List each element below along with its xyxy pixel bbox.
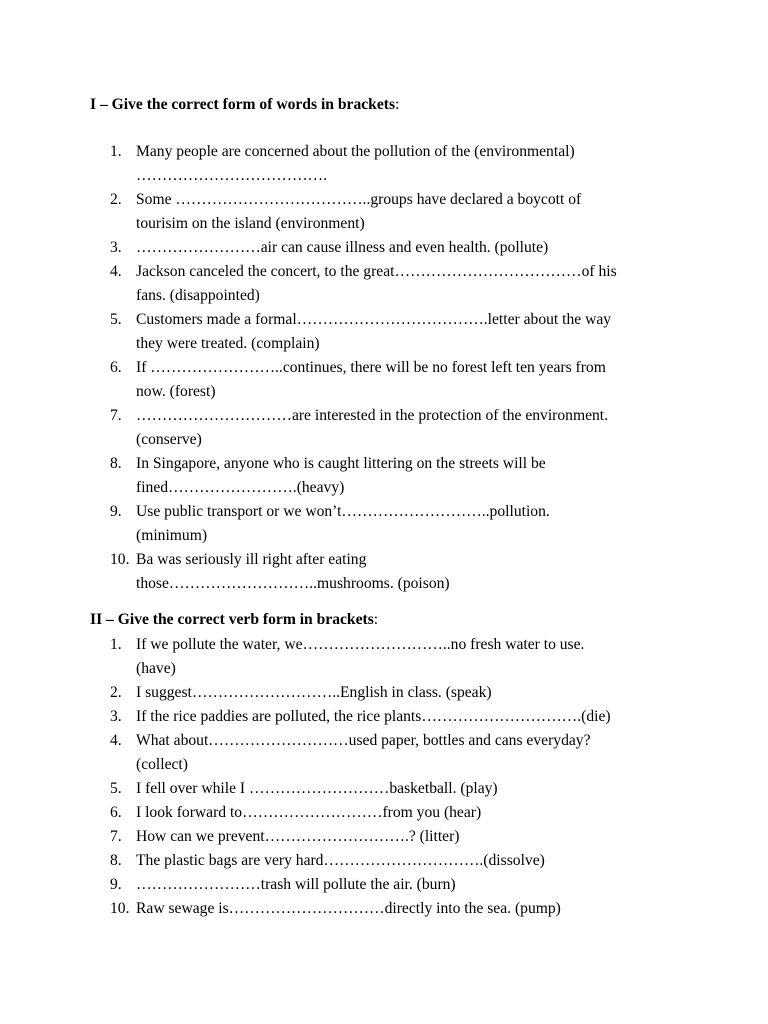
item-number: 1.: [110, 636, 122, 653]
exercise-item: [90, 873, 690, 897]
item-number: 4.: [110, 732, 122, 749]
item-text-line: (conserve): [136, 431, 202, 448]
section-heading-text: II – Give the correct verb form in brackets: [90, 611, 374, 628]
item-text-line: (minimum): [136, 527, 208, 544]
exercise-item: [90, 308, 690, 356]
exercise-item: [90, 236, 690, 260]
exercise-item: [90, 260, 690, 308]
item-text-line: I look forward to………………………from you (hear): [136, 804, 482, 821]
exercise-item: [90, 825, 690, 849]
exercise-item: [90, 897, 690, 921]
exercise-item: [90, 548, 690, 596]
item-text-line: I suggest………………………..English in class. (speak): [136, 684, 492, 701]
item-number: 7.: [110, 407, 122, 424]
item-number: 7.: [110, 828, 122, 845]
item-text-line: (have): [136, 660, 176, 677]
item-number: 4.: [110, 263, 122, 280]
section-heading-colon: :: [395, 96, 400, 113]
section-heading-colon: :: [373, 611, 379, 628]
item-number: 10.: [110, 551, 130, 568]
item-number: 6.: [110, 359, 122, 376]
item-text-line: The plastic bags are very hard………………………….(dissolve): [136, 852, 545, 869]
exercise-item: [90, 452, 690, 500]
item-text-line: Customers made a formal……………………………….letter about the way: [136, 311, 612, 328]
item-text-line: fans. (disappointed): [136, 287, 260, 304]
exercise-item: [90, 681, 690, 705]
section-verb-forms: [90, 609, 690, 921]
item-number: 3.: [110, 708, 122, 725]
exercise-item: [90, 801, 690, 825]
exercise-item: [90, 705, 690, 729]
item-number: 5.: [110, 311, 122, 328]
section-heading-text: I – Give the correct form of words in brackets: [90, 96, 396, 113]
item-text-line: now. (forest): [136, 383, 216, 400]
item-text-line: Jackson canceled the concert, to the great………………………………of his: [136, 263, 617, 280]
item-number: 1.: [110, 143, 122, 160]
item-text-line: ……………………………….: [136, 167, 328, 184]
item-text-line: Many people are concerned about the pollution of the (environmental): [136, 143, 575, 160]
item-text-line: If we pollute the water, we………………………..no fresh water to use.: [136, 636, 585, 653]
item-text-line: What about………………………used paper, bottles and cans everyday?: [136, 732, 591, 749]
item-text-line: Ba was seriously ill right after eating: [136, 551, 367, 568]
item-text-line: ……………………trash will pollute the air. (burn): [136, 876, 456, 893]
exercise-item: [90, 356, 690, 404]
item-text-line: Some ………………………………..groups have declared a boycott of: [136, 191, 582, 208]
item-text-line: Raw sewage is…………………………directly into the sea. (pump): [136, 900, 561, 917]
item-text-line: (collect): [136, 756, 188, 773]
item-number: 10.: [110, 900, 130, 917]
exercise-item: [90, 777, 690, 801]
item-number: 8.: [110, 455, 122, 472]
exercise-item: [90, 729, 690, 777]
item-text-line: fined…………………….(heavy): [136, 479, 345, 496]
item-number: 8.: [110, 852, 122, 869]
exercise-item: [90, 500, 690, 548]
item-text-line: they were treated. (complain): [136, 335, 320, 352]
exercise-item: [90, 140, 690, 188]
item-number: 3.: [110, 239, 122, 256]
section-word-forms: [90, 94, 690, 596]
item-text-line: I fell over while I ………………………basketball. (play): [136, 780, 498, 797]
item-number: 5.: [110, 780, 122, 797]
item-text-line: If ……………………..continues, there will be no forest left ten years from: [136, 359, 606, 376]
item-text-line: How can we prevent……………………….? (litter): [136, 828, 460, 845]
exercise-item: [90, 633, 690, 681]
item-text-line: ……………………air can cause illness and even health. (pollute): [136, 239, 549, 256]
exercise-item: [90, 188, 690, 236]
exercise-item: [90, 849, 690, 873]
exercise-item: [90, 404, 690, 452]
section-heading: [90, 94, 690, 116]
item-text-line: …………………………are interested in the protection of the environment.: [136, 407, 609, 424]
item-number: 2.: [110, 684, 122, 701]
exercise-list: [90, 633, 690, 921]
item-text-line: If the rice paddies are polluted, the rice plants………………………….(die): [136, 708, 611, 725]
item-number: 6.: [110, 804, 122, 821]
item-text-line: tourisim on the island (environment): [136, 215, 365, 232]
item-text-line: In Singapore, anyone who is caught littering on the streets will be: [136, 455, 546, 472]
item-text-line: those………………………..mushrooms. (poison): [136, 575, 450, 592]
exercise-list: [90, 140, 690, 596]
item-number: 9.: [110, 503, 122, 520]
item-number: 9.: [110, 876, 122, 893]
item-number: 2.: [110, 191, 122, 208]
section-heading: [90, 609, 690, 631]
item-text-line: Use public transport or we won’t………………………..pollution.: [136, 503, 550, 520]
